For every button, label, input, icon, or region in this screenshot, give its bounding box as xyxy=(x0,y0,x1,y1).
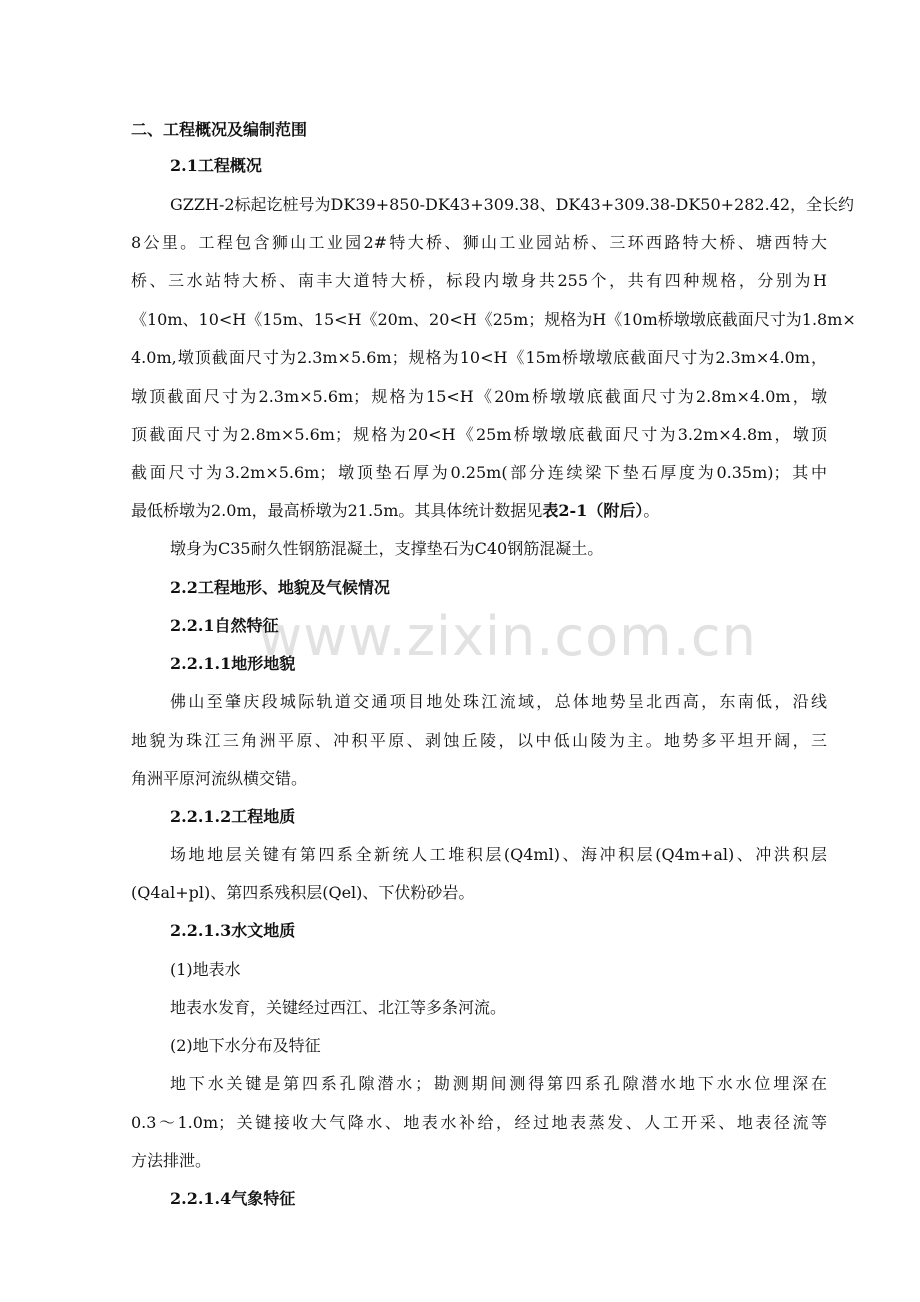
overview-paragraph-line: 8公里。工程包含狮山工业园2#特大桥、狮山工业园站桥、三环西路特大桥、塘西特大 xyxy=(131,233,827,252)
groundwater-paragraph-line: 方法排泄。 xyxy=(131,1151,212,1170)
subsection-heading-2-2-1-4: 2.2.1.4气象特征 xyxy=(170,1189,296,1208)
overview-paragraph-line: 墩顶截面尺寸为2.3m×5.6m；规格为15<H《20m桥墩墩底截面尺寸为2.8m×4.0m，墩 xyxy=(131,387,827,406)
terrain-paragraph-line: 地貌为珠江三角洲平原、冲积平原、剥蚀丘陵，以中低山陵为主。地势多平坦开阔，三 xyxy=(131,731,827,750)
watermark: www.zixin.com.cn xyxy=(258,605,757,668)
groundwater-paragraph-line: 0.3～1.0m；关键接收大气降水、地表水补给，经过地表蒸发、人工开采、地表径流等 xyxy=(131,1113,827,1132)
overview-paragraph-end: 。 xyxy=(643,501,660,520)
overview-paragraph-line: 《10m、10<H《15m、15<H《20m、20<H《25m；规格为H《10m桥墩墩底截面尺寸为1.8m× xyxy=(131,310,856,329)
subsection-heading-2-2-1: 2.2.1自然特征 xyxy=(170,616,279,635)
section-heading: 二、工程概况及编制范围 xyxy=(131,120,308,139)
groundwater-item: (2)地下水分布及特征 xyxy=(170,1036,321,1055)
overview-paragraph-line: 桥、三水站特大桥、南丰大道特大桥，标段内墩身共255个，共有四种规格，分别为H xyxy=(131,271,827,290)
subsection-heading-2-2: 2.2工程地形、地貌及气候情况 xyxy=(170,578,390,597)
concrete-paragraph: 墩身为C35耐久性钢筋混凝土，支撑垫石为C40钢筋混凝土。 xyxy=(170,539,604,558)
overview-paragraph-line: 截面尺寸为3.2m×5.6m；墩顶垫石厚为0.25m(部分连续梁下垫石厚度为0.35m)；其中 xyxy=(131,463,827,482)
geology-paragraph-line: (Q4al+pl)、第四系残积层(Qel)、下伏粉砂岩。 xyxy=(131,883,475,902)
overview-paragraph-line: 4.0m,墩顶截面尺寸为2.3m×5.6m；规格为10<H《15m桥墩墩底截面尺寸为2.3m×4.0m， xyxy=(131,348,827,367)
terrain-paragraph-line: 佛山至肇庆段城际轨道交通项目地处珠江流域，总体地势呈北西高，东南低，沿线 xyxy=(170,692,827,711)
geology-paragraph-line: 场地地层关键有第四系全新统人工堆积层(Q4ml)、海冲积层(Q4m+al)、冲洪积层 xyxy=(170,845,827,864)
subsection-heading-2-2-1-2: 2.2.1.2工程地质 xyxy=(170,807,296,826)
table-reference: 表2-1（附后） xyxy=(542,501,644,520)
subsection-heading-2-1: 2.1工程概况 xyxy=(170,156,262,175)
overview-paragraph-text: 最低桥墩为2.0m，最高桥墩为21.5m。其具体统计数据见 xyxy=(131,501,543,520)
terrain-paragraph-line: 角洲平原河流纵横交错。 xyxy=(131,769,308,788)
overview-paragraph-line: 顶截面尺寸为2.8m×5.6m；规格为20<H《25m桥墩墩底截面尺寸为3.2m×4.8m，墩顶 xyxy=(131,425,827,444)
surface-water-paragraph: 地表水发育，关键经过西江、北江等多条河流。 xyxy=(170,998,507,1017)
surface-water-item: (1)地表水 xyxy=(170,960,241,979)
subsection-heading-2-2-1-3: 2.2.1.3水文地质 xyxy=(170,921,296,940)
subsection-heading-2-2-1-1: 2.2.1.1地形地貌 xyxy=(170,654,296,673)
overview-paragraph-line xyxy=(131,501,659,521)
groundwater-paragraph-line: 地下水关键是第四系孔隙潜水；勘测期间测得第四系孔隙潜水地下水水位埋深在 xyxy=(170,1074,827,1093)
overview-paragraph-line: GZZH-2标起讫桩号为DK39+850-DK43+309.38、DK43+309.38-DK50+282.42，全长约 xyxy=(170,195,855,214)
